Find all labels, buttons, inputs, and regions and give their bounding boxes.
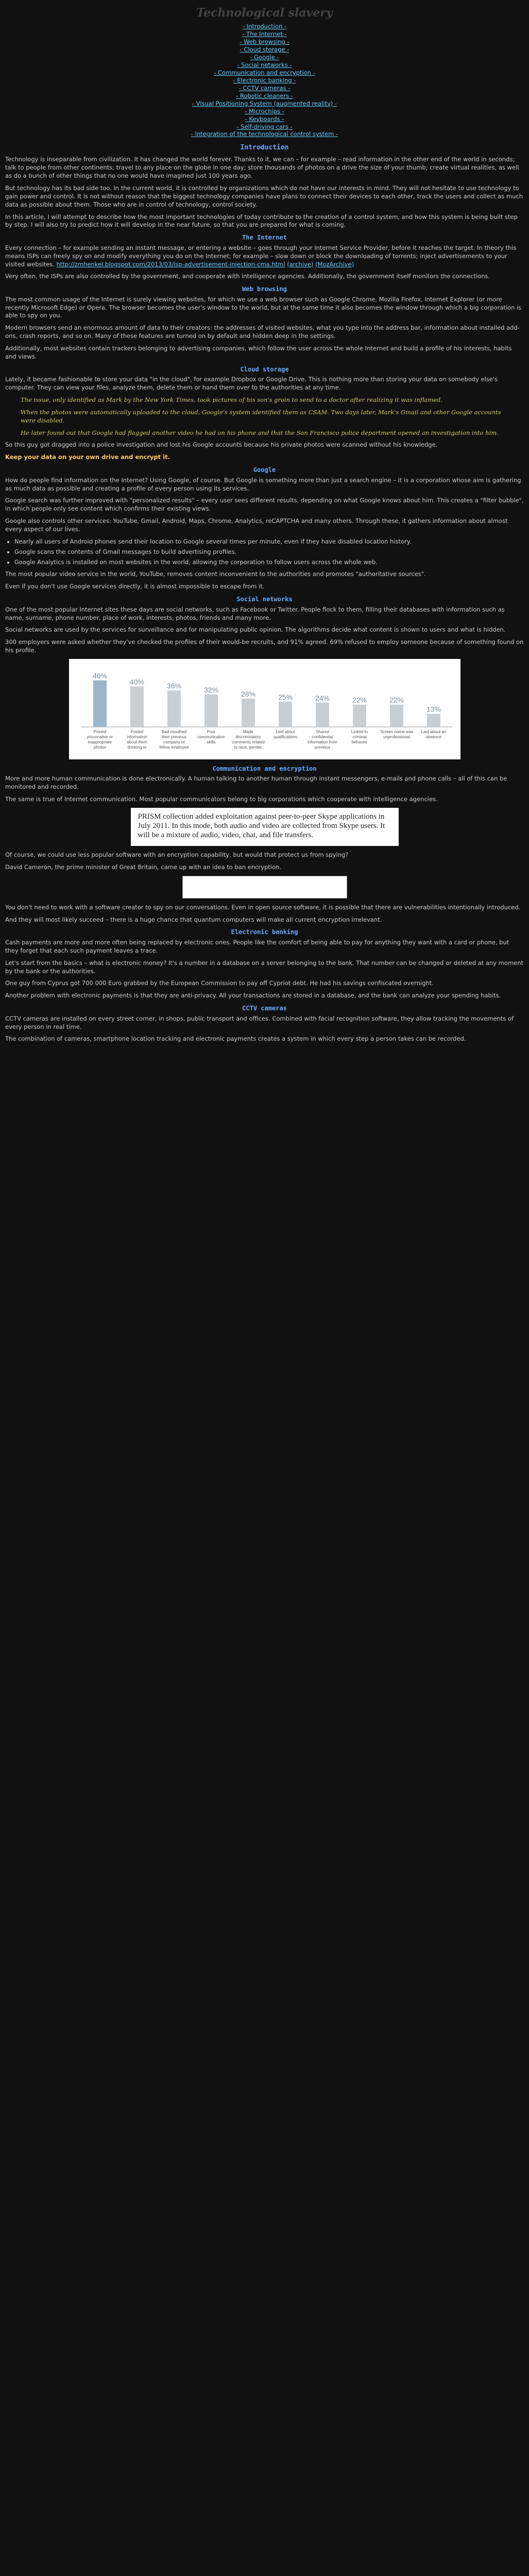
list-item: • Nearly all users of Android phones send their location to Google several times per minute, even if they have disabled location history.	[14, 538, 524, 546]
chart-category-label: Bad-mouthed	[161, 730, 186, 735]
chart-category-label: Lied about	[275, 730, 295, 735]
chart-category-label: company or	[163, 740, 185, 745]
chart-category-label: inappropriate	[88, 740, 112, 745]
chart-category-label: their previous	[161, 735, 186, 740]
quote: The issue, only identified as Mark by the New York Times, took pictures of his son's groin to send to a doctor after realizing it was inflamed.	[21, 396, 442, 404]
paragraph: The most common usage of the Internet is surely viewing websites, for which we use a web browser such as Google Chrome, Mozilla Firefox, Internet Explorer (or more recently Microsoft Edge) or Opera. The browser becomes the user's window to the world, but at the same time it also becomes the window through which a big corporation is able to spy on you.	[5, 295, 522, 319]
toc-link[interactable]: - Electronic banking -	[233, 76, 296, 84]
toc-link[interactable]: - Robotic cleaners -	[236, 92, 293, 99]
chart-category-label: about them	[126, 740, 147, 745]
paragraph: How do people find information on the Internet? Using Google, of course. But Google is something more than just a search engine – it is a corporation whose aim is gathering as much data as possible and creating a profile of every person using its services.	[5, 476, 521, 492]
paragraph: CCTV cameras are installed on every street corner, in shops, public transport and offices. Combined with facial recognition software, they allow tracking the movements of every person in real time.	[5, 1014, 514, 1030]
chart-category-label: Linked to	[351, 730, 368, 735]
chart-category-label: provocative or	[87, 735, 113, 740]
table-of-contents	[5, 23, 524, 138]
chart-bar	[167, 690, 181, 727]
chart-value-label: 22%	[389, 696, 404, 704]
chart-category-label: Made	[243, 730, 253, 735]
chart-category-label: information from	[307, 740, 337, 745]
section-title-social-networks: Social networks	[236, 596, 293, 603]
section-title-internet: The Internet	[242, 234, 287, 242]
chart-value-label: 28%	[241, 689, 255, 698]
paragraph: Let's start from the basics – what is electronic money? It's a number in a database on a server belonging to the bank. That number can be changed or deleted at any moment by the bank or the authorities.	[5, 959, 524, 975]
chart-category-label: fellow employee	[159, 745, 189, 750]
chart-category-label: Posted	[93, 730, 106, 735]
quote: When the photos were automatically uploaded to the cloud, Google's system identified them as CSAM. Two days later, Mark's Gmail and other Google accounts were disabled.	[21, 408, 501, 424]
paragraph: Google also controls other services: YouTube, Gmail, Android, Maps, Chrome, Analytics, reCAPTCHA and many others. Through these, it gathers information about almost every aspect of our lives.	[5, 517, 508, 533]
chart-category-label: absence	[425, 735, 441, 740]
chart-value-label: 13%	[426, 705, 441, 714]
toc-link[interactable]: - Cloud storage -	[240, 46, 289, 54]
chart-bar	[316, 703, 329, 727]
chart-bar	[204, 694, 218, 727]
chart-category-label: comments related	[231, 740, 265, 745]
paragraph: The same is true of Internet communication. Most popular communicators belong to big corporations which cooperate with intelligence agencies.	[5, 795, 438, 803]
chart-category-label: Screen name was	[380, 730, 413, 735]
toc-link[interactable]: - Microchips -	[245, 107, 284, 115]
chart-bar	[390, 705, 403, 727]
paragraph: More and more human communication is done electronically. A human talking to another human through instant messengers, e-mails and phone calls – all of this can be monitored and recorded.	[5, 775, 507, 791]
chart-value-label: 32%	[203, 686, 218, 694]
toc-link[interactable]: - Introduction -	[242, 23, 287, 30]
toc-link[interactable]: - Self-driving cars -	[236, 123, 293, 130]
employer-survey-chart	[69, 659, 460, 759]
paragraph: In this article, I will attempt to describe how the most important technologies of today contribute to the creation of a control system, and how this system is being built step by step. I will also try to predict how it will develop in the near future, so that you are prepared for what is coming.	[5, 213, 518, 229]
section-title-web-browsing: Web browsing	[242, 285, 287, 293]
chart-bar	[93, 681, 107, 727]
bar-chart	[69, 659, 460, 757]
toc-link[interactable]: - Social networks -	[237, 61, 292, 69]
chart-category-label: discriminatory	[235, 735, 261, 740]
paragraph: Social networks are used by the services for surveillance and for manipulating public opinion. The algorithms decide what content is shown to users and what is hidden.	[5, 626, 506, 634]
toc-link[interactable]: - The Internet -	[242, 30, 287, 38]
paragraph: Another problem with electronic payments is that they are anti-privacy. All your transactions are stored in a database, and the bank can analyze your spending habits.	[5, 992, 501, 999]
chart-category-label: behavior	[351, 740, 367, 745]
chart-category-label: qualifications	[273, 735, 297, 740]
chart-bar	[353, 705, 366, 727]
chart-category-label: Lied about an	[421, 730, 446, 735]
toc-link[interactable]: - Google -	[250, 54, 279, 61]
screenshot-excerpt	[182, 876, 347, 899]
paragraph: But technology has its bad side too. In the current world, it is controlled by organizations which do not have our interests in mind. They will not hesitate to use technology to gain power and control. It is not without reason that the biggest technology companies have plans to connect their devices to each other, track the users and collect as much data as possible about them. Those who are in control of technology, control society.	[5, 184, 523, 208]
chart-category-label: Shared	[315, 730, 329, 735]
list-item: • Google scans the contents of Gmail messages to build advertising profiles.	[14, 548, 524, 556]
paragraph: One guy from Cyprus got 700 000 Euro grabbed by the European Commission to pay off Cypriot debt. He had his savings confiscated overnight.	[5, 979, 434, 987]
section-title-electronic-banking: Electronic banking	[231, 928, 298, 936]
page-title: Technological slavery	[196, 6, 333, 20]
highlight-text: Keep your data on your own drive and encrypt it.	[5, 453, 170, 461]
list-item: • Google Analytics is installed on most websites in the world, allowing the corporation to follow users across the whole web.	[14, 558, 524, 567]
paragraph: Even if you don't use Google services directly, it is almost impossible to escape from it.	[5, 583, 265, 590]
chart-bar	[130, 686, 144, 727]
chart-category-label: Posted	[130, 730, 143, 735]
paragraph: Of course, we could use less popular software with an encryption capability, but would that protect us from spying?	[5, 851, 349, 859]
chart-category-label: Poor	[207, 730, 215, 735]
toc-link[interactable]: - Keyboards -	[245, 115, 284, 123]
toc-link[interactable]: - Communication and encryption -	[214, 69, 315, 76]
section-title-cloud-storage: Cloud storage	[240, 365, 289, 373]
chart-category-label: previous	[314, 745, 330, 750]
chart-category-label: photos	[93, 745, 106, 750]
paragraph: One of the most popular Internet sites these days are social networks, such as Facebook or Twitter. People flock to them, filling their databases with information such as name, surname, phone number, place of work, interests, photos, friends and many more.	[5, 605, 505, 621]
quote: He later found out that Google had flagged another video he had on his phone and that the San Francisco police department opened an investigation into him.	[21, 429, 499, 436]
section-title-introduction: Introduction	[240, 144, 289, 152]
toc-link[interactable]: - CCTV cameras -	[238, 84, 291, 92]
chart-category-label: unprofessional	[383, 735, 410, 740]
paragraph: The combination of cameras, smartphone location tracking and electronic payments creates a system in which every step a person takes can be recorded.	[5, 1035, 466, 1043]
chart-bar	[427, 714, 440, 727]
paragraph: And they will most likely succeed – there is a huge chance that quantum computers will make all current encryption irrelevant.	[5, 916, 382, 923]
chart-value-label: 24%	[315, 693, 330, 702]
chart-bar	[279, 702, 292, 727]
paragraph: Very often, the ISPs are also controlled by the government, and cooperate with intelligence agencies. Additionally, the government itself monitors the connections.	[5, 273, 490, 280]
chart-category-label: criminal	[352, 735, 367, 740]
paragraph	[5, 244, 524, 269]
chart-value-label: 25%	[278, 692, 293, 701]
paragraph: The most popular video service in the world, YouTube, removes content inconvenient to the authorities and promotes "authoritative sources".	[5, 570, 426, 578]
chart-bar	[242, 699, 255, 727]
chart-value-label: 36%	[166, 682, 181, 690]
mirror-link[interactable]: (MozArchive)	[315, 260, 354, 268]
paragraph: Google search was further improved with "personalized results" – every user sees different results, depending on what Google knows about him. This creates a "filter bubble", in which people only see content which confirms their existing views.	[5, 497, 524, 513]
paragraph: Modern browsers send an enormous amount of data to their creators: the addresses of visited websites, what you type into the address bar, information about installed add-ons, crash reports, and so on. Many of these features are turned on by default and hidden deep in the settings.	[5, 324, 520, 340]
toc-link[interactable]: - Visual Positioning System (augmented reality) -	[192, 99, 337, 107]
chart-category-label: drinking or	[127, 745, 147, 750]
chart-value-label: 22%	[352, 696, 367, 704]
paragraph-text: Every connection – for example sending an instant message, or entering a website – goes through your Internet Service Provider, before it reaches the target. In theory this means ISPs can freely spy on and modify everything you do on the Internet; for example – slow down or block the downloading of torrents; inject advertisements to your visited websites.	[5, 244, 517, 268]
paragraph: Technology is inseparable from civilization. It has changed the world forever. Thanks to it, we can – for example – read information in the other end of the world in seconds; talk to people from other continents; travel to any place on the globe in one day; store thousands of photos on a drive the size of your thumb; create virtual realities, as well as do a bunch of other things that no one would have imagined just 100 years ago.	[5, 156, 519, 180]
toc-link[interactable]: - Web browsing -	[240, 38, 289, 46]
chart-category-label: information	[126, 735, 147, 740]
archive-link[interactable]: (archive)	[287, 260, 314, 268]
prism-slide-excerpt: PRISM collection added exploitation against peer-to-peer Skype applications in July 2011. In this mode, both audio and video are collected from Skype users. It will be a mixture of audio, video, chat, and file transfers.	[131, 808, 399, 846]
chart-category-label: to race, gender,	[233, 745, 263, 750]
chart-value-label: 40%	[129, 677, 144, 686]
chart-value-label: 46%	[92, 671, 107, 680]
toc-link[interactable]: - Integration of the technological control system -	[191, 130, 338, 138]
paragraph: You don't need to work with a software creator to spy on our conversations. Even in open source software, it is possible that there are vulnerabilities intentionally introduced.	[5, 903, 521, 911]
bullet-list	[14, 538, 524, 567]
content	[0, 0, 529, 1043]
section-title-google: Google	[253, 466, 276, 474]
paragraph: Additionally, most websites contain trackers belonging to advertising companies, which follow the user across the whole Internet and build a profile of his interests, habits and views.	[5, 345, 512, 360]
section-title-communication: Communication and encryption	[212, 765, 317, 772]
section-title-cctv: CCTV cameras	[242, 1005, 287, 1012]
chart-category-label: communication	[197, 735, 225, 740]
paragraph: David Cameron, the prime minister of Great Britain, came up with an idea to ban encryption.	[5, 863, 281, 871]
chart-category-label: skills	[206, 740, 216, 745]
paragraph: So this guy got dragged into a police investigation and lost his Google accounts because his private photos were scanned without his knowledge.	[5, 441, 438, 449]
paragraph: Lately, it became fashionable to store your data "in the cloud", for example Dropbox or Google Drive. This is nothing more than storing your data on somebody else's computer. They can view your files, analyze them, delete them or hand them over to the authorities at any time.	[5, 376, 498, 392]
paragraph: 300 employers were asked whether they've checked the profiles of their would-be recruits, and 91% agreed. 69% refused to employ someone because of something found on his profile.	[5, 638, 524, 654]
chart-category-label: confidential	[312, 735, 333, 740]
source-link[interactable]: http://zmhenkel.blogspot.com/2013/03/isp-advertisement-injection-cma.html	[56, 260, 285, 268]
paragraph: Cash payments are more and more often being replaced by electronic ones. People like the comfort of being able to pay for anything they want with a card or phone, but they forget that each such payment leaves a trace.	[5, 939, 509, 954]
